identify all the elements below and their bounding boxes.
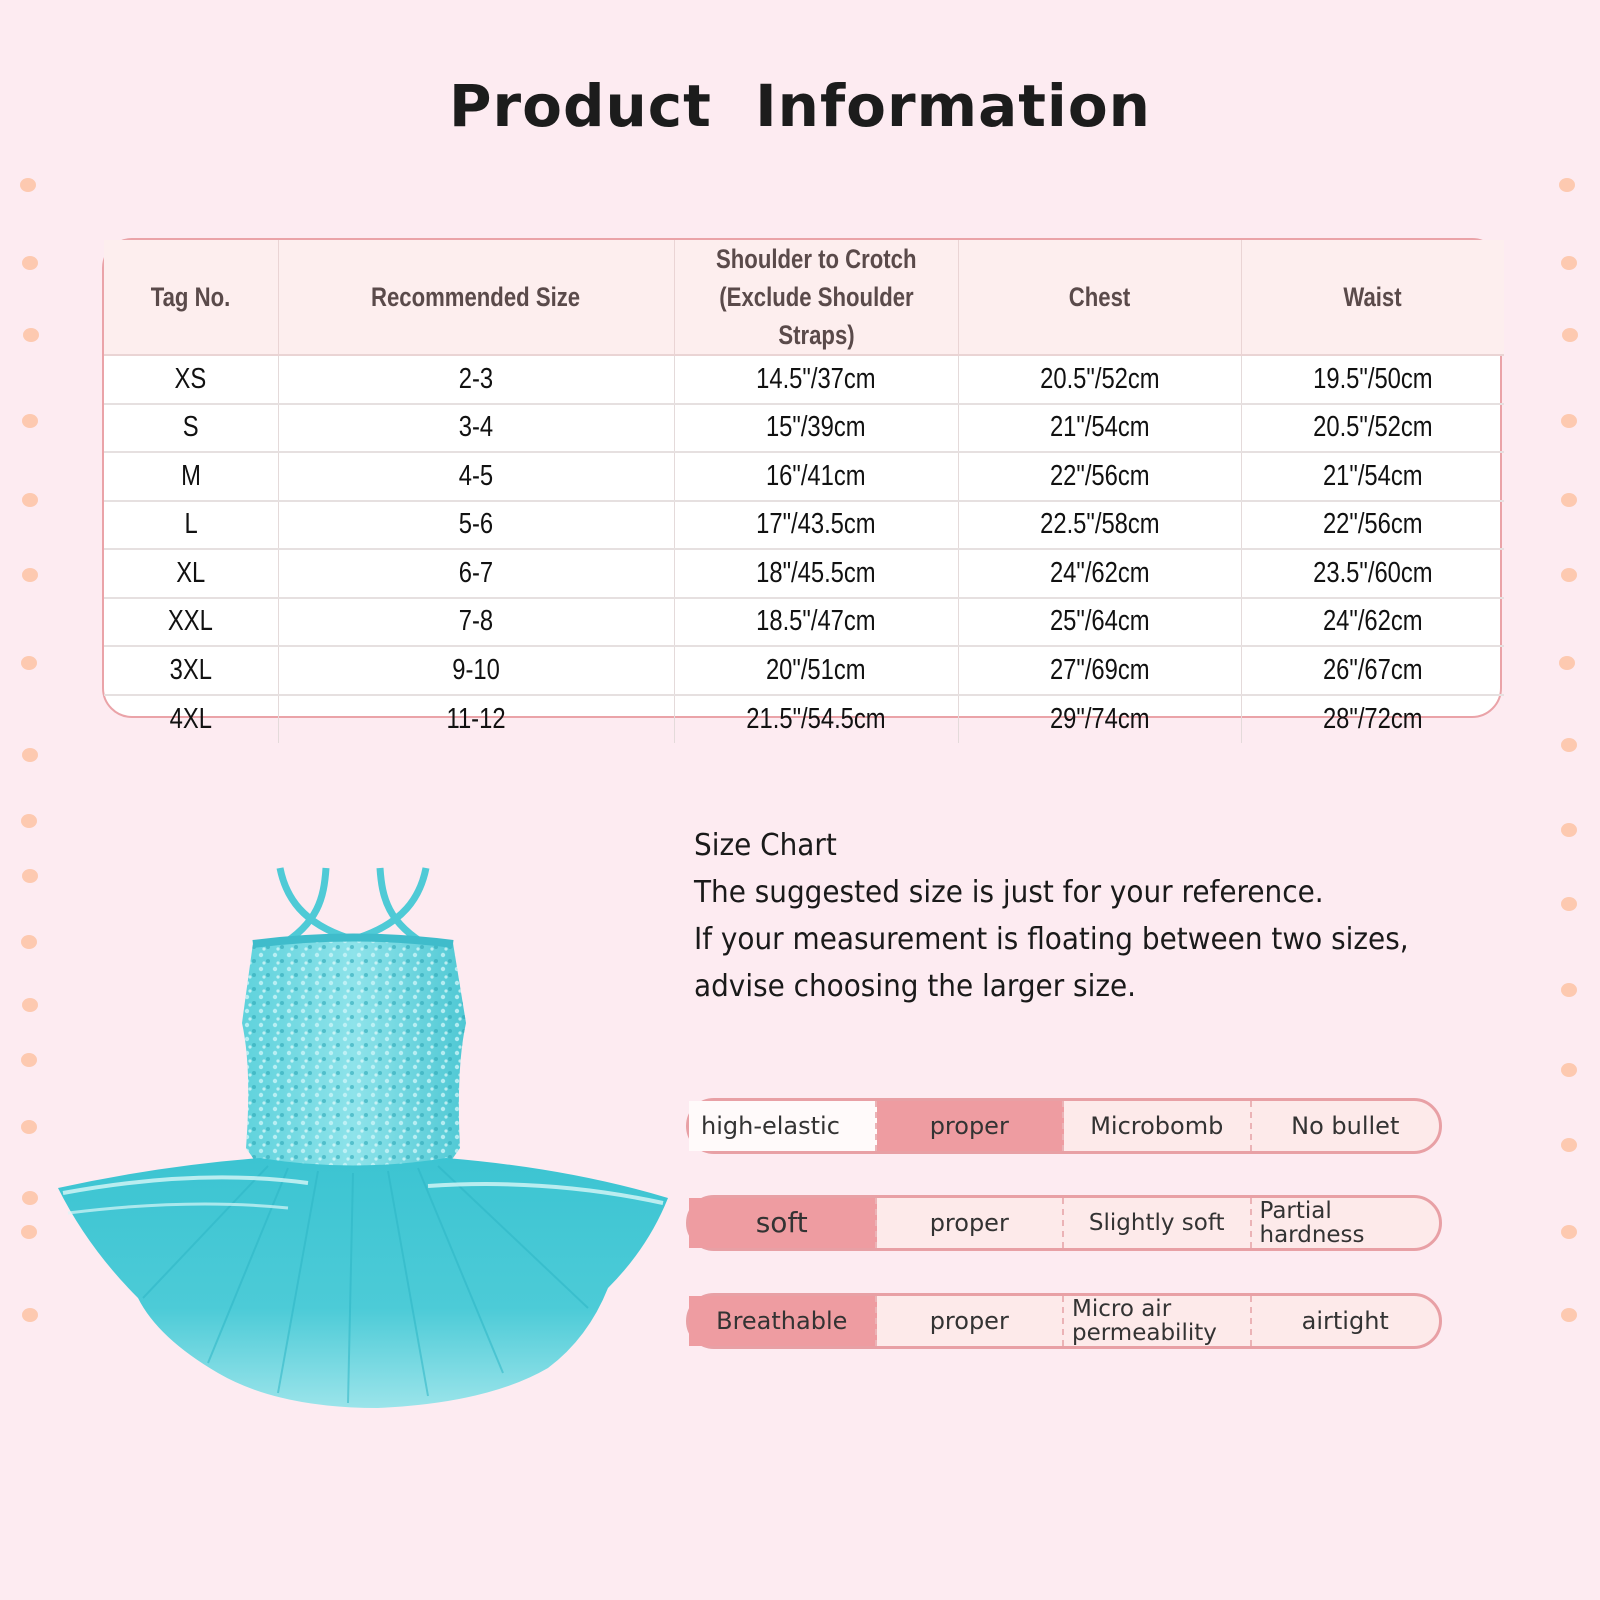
dot-icon [21,1053,37,1067]
dot-icon [21,1225,37,1239]
dot-icon [1561,493,1577,507]
dot-icon [22,568,38,582]
cell-waist: 26"/67cm [1241,646,1504,695]
cell-shoulder-to-crotch: 20"/51cm [674,646,958,695]
dot-icon [1561,823,1577,837]
cell-waist: 21"/54cm [1241,452,1504,501]
cell-tag-no: S [104,404,278,453]
cell-shoulder-to-crotch: 17"/43.5cm [674,501,958,550]
scale-segment-breathable-selected: Breathable [689,1296,877,1346]
size-table-container [102,238,1502,735]
cell-shoulder-to-crotch: 15"/39cm [674,404,958,453]
cell-recommended-size: 2-3 [278,355,674,404]
size-chart-line: advise choosing the larger size. [694,969,1137,1004]
dot-icon [21,935,37,949]
cell-waist: 22"/56cm [1241,501,1504,550]
scale-segment-airtight: airtight [1301,1307,1389,1335]
cell-tag-no: 4XL [104,695,278,744]
dot-icon [22,998,38,1012]
dot-icon [22,1191,38,1205]
cell-shoulder-to-crotch: 18.5"/47cm [674,598,958,647]
elasticity-scale [686,1098,1442,1154]
scale-segment-proper: proper [877,1296,1065,1346]
scale-segment-micro-air-permeability: Micro air permeability [1064,1296,1252,1346]
dot-icon [21,814,37,828]
header-shoulder-to-crotch: Shoulder to Crotch (Exclude Shoulder Straps) [674,240,958,355]
scale-segment-slightly-soft: Slightly soft [1064,1198,1252,1248]
cell-tag-no: XS [104,355,278,404]
table-row [104,404,1504,453]
cell-chest: 29"/74cm [958,695,1241,744]
dot-icon [1562,328,1578,342]
cell-shoulder-to-crotch: 14.5"/37cm [674,355,958,404]
cell-recommended-size: 4-5 [278,452,674,501]
cell-chest: 22"/56cm [958,452,1241,501]
cell-chest: 22.5"/58cm [958,501,1241,550]
cell-tag-no: M [104,452,278,501]
cell-recommended-size: 11-12 [278,695,674,744]
dot-icon [22,414,38,428]
cell-tag-no: XL [104,549,278,598]
dot-icon [1561,738,1577,752]
table-row [104,695,1504,744]
cell-recommended-size: 5-6 [278,501,674,550]
scale-segment-soft-selected: soft [689,1198,877,1248]
dot-icon [1561,1308,1577,1322]
cell-chest: 25"/64cm [958,598,1241,647]
size-chart-line: If your measurement is floating between two sizes, [694,922,1409,957]
dot-icon [23,328,39,342]
dot-icon [1561,983,1577,997]
cell-waist: 20.5"/52cm [1241,404,1504,453]
cell-recommended-size: 3-4 [278,404,674,453]
dot-icon [1561,256,1577,270]
cell-waist: 24"/62cm [1241,598,1504,647]
table-header-row [104,240,1504,355]
cell-recommended-size: 9-10 [278,646,674,695]
cell-tag-no: XXL [104,598,278,647]
cell-shoulder-to-crotch: 18"/45.5cm [674,549,958,598]
table-row [104,598,1504,647]
cell-chest: 21"/54cm [958,404,1241,453]
product-image-dress [48,868,678,1428]
cell-shoulder-to-crotch: 16"/41cm [674,452,958,501]
size-chart-line: The suggested size is just for your reference. [694,875,1324,910]
dot-icon [1561,414,1577,428]
cell-chest: 27"/69cm [958,646,1241,695]
softness-scale [686,1195,1442,1251]
cell-tag-no: L [104,501,278,550]
cell-waist: 28"/72cm [1322,702,1423,735]
cell-chest: 24"/62cm [958,549,1241,598]
dot-icon [1561,1063,1577,1077]
scale-segment-proper-selected: proper [877,1101,1065,1151]
table-row [104,452,1504,501]
size-table [104,240,1504,743]
dot-icon [1561,1225,1577,1239]
dot-icon [22,493,38,507]
cell-chest: 20.5"/52cm [958,355,1241,404]
scale-segment-high-elastic: high-elastic [689,1101,877,1151]
header-waist: Waist [1241,240,1504,355]
size-chart-note [694,822,1462,1010]
table-row [104,646,1504,695]
breathability-scale [686,1293,1442,1349]
dot-icon [1561,897,1577,911]
dot-icon [1559,178,1575,192]
cell-waist: 19.5"/50cm [1241,355,1504,404]
dot-icon [22,748,38,762]
dot-icon [1561,1138,1577,1152]
dot-icon [22,869,38,883]
scale-segment-no-bullet: No bullet [1291,1112,1400,1140]
table-row [104,501,1504,550]
cell-shoulder-to-crotch: 21.5"/54.5cm [674,695,958,744]
table-row [104,549,1504,598]
dot-icon [21,1120,37,1134]
header-recommended-size: Recommended Size [278,240,674,355]
table-row [104,355,1504,404]
scale-segment-partial-hardness: Partial hardness [1259,1198,1365,1248]
cell-tag-no: 3XL [104,646,278,695]
dot-icon [1559,656,1575,670]
dot-icon [20,178,36,192]
page-title: Product Information [449,72,1151,140]
header-chest: Chest [958,240,1241,355]
size-chart-heading: Size Chart [694,828,837,863]
scale-segment-proper: proper [877,1198,1065,1248]
dot-icon [22,256,38,270]
cell-recommended-size: 6-7 [278,549,674,598]
dot-icon [21,656,37,670]
header-tag-no: Tag No. [104,240,278,355]
cell-waist: 23.5"/60cm [1241,549,1504,598]
dot-icon [1561,568,1577,582]
scale-segment-microbomb: Microbomb [1064,1101,1252,1151]
cell-recommended-size: 7-8 [278,598,674,647]
dot-icon [22,1308,38,1322]
